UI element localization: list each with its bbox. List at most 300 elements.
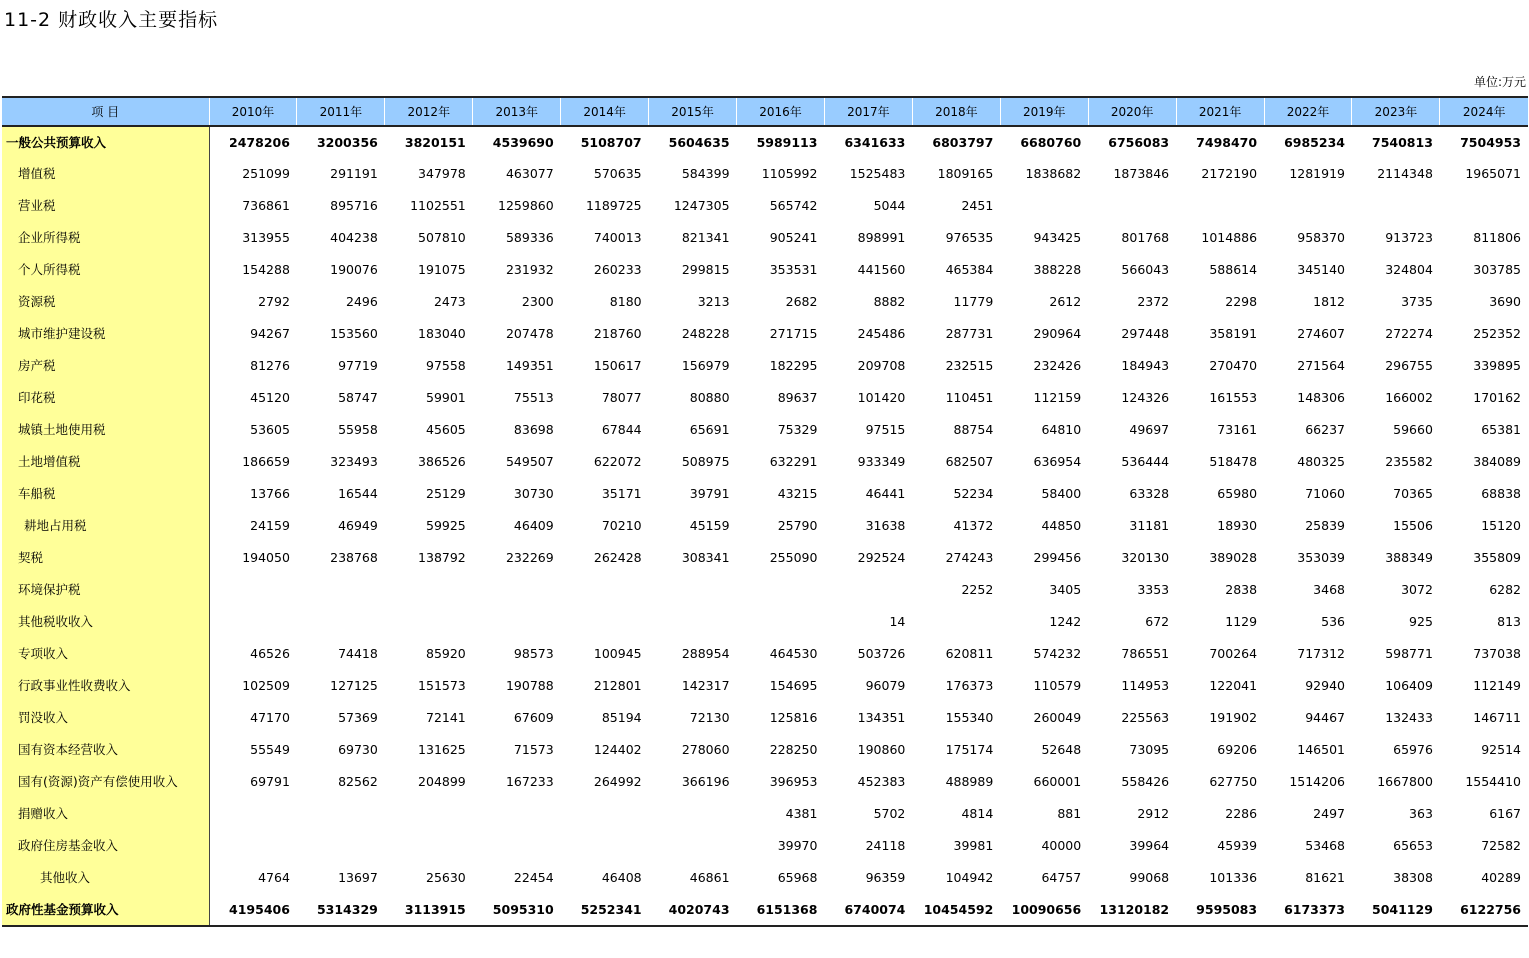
value-cell: 100945 xyxy=(593,645,642,661)
page-title: 11-2 财政收入主要指标 xyxy=(4,9,219,31)
value-cell: 24159 xyxy=(250,517,290,533)
value-cell: 536 xyxy=(1321,613,1345,629)
value-cell: 272274 xyxy=(1385,325,1433,341)
value-cell: 73095 xyxy=(1129,741,1170,757)
value-cell xyxy=(824,573,912,605)
value-cell: 589336 xyxy=(505,229,554,245)
value-cell: 297448 xyxy=(1121,325,1170,341)
value-cell: 2114348 xyxy=(1377,165,1433,181)
row-label: 契税 xyxy=(18,550,44,565)
value-cell: 69730 xyxy=(338,741,378,757)
value-cell: 47170 xyxy=(250,709,290,725)
value-cell: 358191 xyxy=(1209,325,1258,341)
value-cell: 5989113 xyxy=(756,134,818,150)
value-cell: 85920 xyxy=(426,645,466,661)
value-cell: 536444 xyxy=(1121,453,1170,469)
value-cell: 52234 xyxy=(953,485,994,501)
value-cell xyxy=(737,605,825,637)
value-cell: 170162 xyxy=(1473,389,1521,405)
value-cell xyxy=(1176,189,1264,221)
row-label-cell xyxy=(2,541,209,573)
row-label: 个人所得税 xyxy=(18,262,81,277)
value-cell xyxy=(1440,189,1528,221)
value-cell: 25839 xyxy=(1305,517,1345,533)
value-cell: 25129 xyxy=(426,485,466,501)
value-cell: 3200356 xyxy=(316,134,378,150)
value-cell: 45159 xyxy=(689,517,730,533)
value-cell: 345140 xyxy=(1297,261,1345,277)
value-cell xyxy=(1352,189,1440,221)
value-cell: 736861 xyxy=(242,197,290,213)
row-label: 房产税 xyxy=(18,358,56,373)
value-cell: 5108707 xyxy=(580,134,642,150)
value-cell: 46409 xyxy=(513,517,554,533)
value-cell: 717312 xyxy=(1297,645,1345,661)
value-cell: 101420 xyxy=(857,389,906,405)
value-cell: 7504953 xyxy=(1460,134,1521,150)
value-cell: 46949 xyxy=(338,517,378,533)
value-cell: 155340 xyxy=(945,709,994,725)
table-row xyxy=(2,157,1528,189)
value-cell: 112159 xyxy=(1033,389,1082,405)
header-year: 2023年 xyxy=(1352,97,1440,126)
value-cell: 13766 xyxy=(250,485,290,501)
value-cell: 252352 xyxy=(1473,325,1521,341)
value-cell: 71573 xyxy=(513,741,554,757)
header-item: 项 目 xyxy=(2,97,209,126)
value-cell: 80880 xyxy=(689,389,730,405)
row-label: 其他税收收入 xyxy=(18,614,94,629)
row-label-cell xyxy=(2,893,209,926)
value-cell: 138792 xyxy=(418,549,466,565)
value-cell: 125816 xyxy=(769,709,818,725)
value-cell: 106409 xyxy=(1385,677,1433,693)
value-cell: 255090 xyxy=(769,549,818,565)
header-year: 2018年 xyxy=(912,97,1000,126)
value-cell: 167233 xyxy=(505,773,554,789)
value-cell: 110579 xyxy=(1033,677,1082,693)
value-cell: 1189725 xyxy=(585,197,642,213)
row-label: 车船税 xyxy=(18,486,56,501)
value-cell: 881 xyxy=(1057,805,1082,821)
value-cell: 94467 xyxy=(1305,709,1345,725)
value-cell: 566043 xyxy=(1121,261,1170,277)
value-cell: 212801 xyxy=(593,677,642,693)
value-cell: 3468 xyxy=(1313,581,1345,597)
value-cell: 78077 xyxy=(601,389,642,405)
value-cell: 251099 xyxy=(242,165,290,181)
value-cell: 59660 xyxy=(1393,421,1433,437)
value-cell: 274243 xyxy=(945,549,994,565)
value-cell: 339895 xyxy=(1473,357,1521,373)
row-label-cell xyxy=(2,509,209,541)
value-cell: 13697 xyxy=(338,869,378,885)
value-cell: 292524 xyxy=(857,549,906,565)
value-cell: 204899 xyxy=(418,773,466,789)
value-cell: 190788 xyxy=(505,677,554,693)
value-cell: 271715 xyxy=(769,325,818,341)
value-cell: 25790 xyxy=(777,517,818,533)
value-cell: 464530 xyxy=(769,645,818,661)
value-cell xyxy=(561,573,649,605)
value-cell: 97558 xyxy=(426,357,466,373)
row-label-cell xyxy=(2,381,209,413)
value-cell: 11779 xyxy=(953,293,994,309)
value-cell: 353531 xyxy=(769,261,818,277)
value-cell: 404238 xyxy=(330,229,378,245)
value-cell: 53605 xyxy=(250,421,290,437)
value-cell: 39964 xyxy=(1129,837,1170,853)
value-cell: 1259860 xyxy=(498,197,554,213)
value-cell: 67609 xyxy=(513,709,554,725)
row-label: 增值税 xyxy=(18,166,56,181)
value-cell: 6167 xyxy=(1489,805,1521,821)
table-row xyxy=(2,797,1528,829)
value-cell: 65980 xyxy=(1217,485,1258,501)
value-cell xyxy=(297,797,385,829)
table-row xyxy=(2,541,1528,573)
value-cell: 2451 xyxy=(961,197,994,213)
value-cell: 6122756 xyxy=(1440,893,1528,926)
value-cell: 124402 xyxy=(593,741,642,757)
value-cell: 8882 xyxy=(873,293,906,309)
value-cell: 69206 xyxy=(1217,741,1258,757)
row-label-cell xyxy=(2,861,209,893)
value-cell xyxy=(385,605,473,637)
row-label-cell xyxy=(2,413,209,445)
table-row xyxy=(2,861,1528,893)
value-cell: 67844 xyxy=(601,421,642,437)
value-cell: 3405 xyxy=(1049,581,1082,597)
value-cell: 57369 xyxy=(338,709,378,725)
value-cell: 83698 xyxy=(513,421,554,437)
value-cell: 386526 xyxy=(418,453,466,469)
table-row xyxy=(2,765,1528,797)
value-cell: 2298 xyxy=(1225,293,1258,309)
value-cell xyxy=(473,573,561,605)
value-cell xyxy=(209,797,297,829)
value-cell: 81276 xyxy=(250,357,290,373)
row-label: 其他收入 xyxy=(40,870,91,885)
value-cell: 148306 xyxy=(1297,389,1345,405)
value-cell: 43215 xyxy=(777,485,818,501)
row-label: 耕地占用税 xyxy=(24,518,87,533)
value-cell: 166002 xyxy=(1385,389,1433,405)
row-label-cell xyxy=(2,285,209,317)
value-cell: 6173373 xyxy=(1264,893,1352,926)
value-cell: 25630 xyxy=(426,869,466,885)
value-cell: 2912 xyxy=(1137,805,1170,821)
value-cell: 1873846 xyxy=(1113,165,1170,181)
value-cell: 89637 xyxy=(777,389,818,405)
value-cell: 35171 xyxy=(601,485,642,501)
value-cell: 271564 xyxy=(1297,357,1345,373)
header-year: 2013年 xyxy=(473,97,561,126)
value-cell: 353039 xyxy=(1297,549,1345,565)
row-label-cell xyxy=(2,445,209,477)
value-cell: 299456 xyxy=(1033,549,1082,565)
value-cell: 209708 xyxy=(857,357,906,373)
value-cell: 46526 xyxy=(250,645,290,661)
value-cell: 3690 xyxy=(1489,293,1521,309)
header-year: 2011年 xyxy=(297,97,385,126)
value-cell: 366196 xyxy=(681,773,730,789)
table-row xyxy=(2,253,1528,285)
value-cell: 191075 xyxy=(418,261,466,277)
value-cell: 232515 xyxy=(945,357,994,373)
value-cell: 64810 xyxy=(1041,421,1082,437)
value-cell: 1102551 xyxy=(410,197,466,213)
header-year: 2016年 xyxy=(737,97,825,126)
value-cell: 75329 xyxy=(777,421,818,437)
value-cell xyxy=(473,797,561,829)
header-year: 2014年 xyxy=(561,97,649,126)
value-cell: 110451 xyxy=(945,389,994,405)
row-label: 一般公共预算收入 xyxy=(6,135,107,150)
table-row xyxy=(2,349,1528,381)
value-cell: 218760 xyxy=(593,325,642,341)
value-cell: 5095310 xyxy=(473,893,561,926)
value-cell: 313955 xyxy=(242,229,290,245)
value-cell: 1281919 xyxy=(1289,165,1345,181)
value-cell: 96359 xyxy=(865,869,906,885)
value-cell: 588614 xyxy=(1209,261,1258,277)
header-year: 2022年 xyxy=(1264,97,1352,126)
value-cell: 82562 xyxy=(338,773,378,789)
value-cell: 122041 xyxy=(1209,677,1258,693)
header-year: 2010年 xyxy=(209,97,297,126)
value-cell: 31181 xyxy=(1129,517,1170,533)
header-year: 2015年 xyxy=(649,97,737,126)
value-cell: 97719 xyxy=(338,357,378,373)
value-cell: 14 xyxy=(889,613,906,629)
value-cell: 303785 xyxy=(1473,261,1521,277)
value-cell: 232426 xyxy=(1033,357,1082,373)
value-cell xyxy=(385,797,473,829)
value-cell: 154288 xyxy=(242,261,290,277)
value-cell: 636954 xyxy=(1033,453,1082,469)
value-cell: 101336 xyxy=(1209,869,1258,885)
value-cell: 1105992 xyxy=(761,165,818,181)
value-cell: 65691 xyxy=(689,421,730,437)
value-cell: 231932 xyxy=(505,261,554,277)
value-cell: 1812 xyxy=(1313,293,1345,309)
value-cell: 2838 xyxy=(1225,581,1258,597)
row-label-cell xyxy=(2,829,209,861)
value-cell: 260233 xyxy=(593,261,642,277)
value-cell: 92514 xyxy=(1481,741,1521,757)
value-cell: 9595083 xyxy=(1176,893,1264,926)
value-cell: 52648 xyxy=(1041,741,1082,757)
value-cell: 2372 xyxy=(1137,293,1170,309)
value-cell: 2172190 xyxy=(1201,165,1258,181)
value-cell xyxy=(912,605,1000,637)
value-cell: 85194 xyxy=(601,709,642,725)
row-label: 土地增值税 xyxy=(18,454,81,469)
value-cell: 153560 xyxy=(330,325,378,341)
value-cell: 274607 xyxy=(1297,325,1345,341)
value-cell: 63328 xyxy=(1129,485,1170,501)
value-cell: 5044 xyxy=(873,197,906,213)
value-cell: 10454592 xyxy=(912,893,1000,926)
value-cell xyxy=(1000,189,1088,221)
value-cell: 55958 xyxy=(338,421,378,437)
value-cell: 5041129 xyxy=(1352,893,1440,926)
value-cell: 2478206 xyxy=(229,134,290,150)
value-cell: 30730 xyxy=(513,485,554,501)
value-cell: 39970 xyxy=(777,837,818,853)
value-cell: 1554410 xyxy=(1465,773,1521,789)
value-cell: 150617 xyxy=(593,357,642,373)
value-cell: 191902 xyxy=(1209,709,1258,725)
value-cell: 320130 xyxy=(1121,549,1170,565)
value-cell: 72130 xyxy=(689,709,730,725)
value-cell xyxy=(385,573,473,605)
value-cell: 8180 xyxy=(609,293,642,309)
fiscal-revenue-table xyxy=(2,96,1528,927)
table-row xyxy=(2,893,1528,926)
value-cell: 264992 xyxy=(593,773,642,789)
table-row xyxy=(2,573,1528,605)
value-cell: 182295 xyxy=(769,357,818,373)
value-cell: 24118 xyxy=(865,837,906,853)
value-cell: 248228 xyxy=(681,325,730,341)
row-label-cell xyxy=(2,605,209,637)
value-cell: 2792 xyxy=(258,293,290,309)
row-label-cell xyxy=(2,637,209,669)
value-cell: 81621 xyxy=(1305,869,1345,885)
row-label-cell xyxy=(2,573,209,605)
value-cell: 190860 xyxy=(857,741,906,757)
value-cell: 786551 xyxy=(1121,645,1170,661)
table-row xyxy=(2,445,1528,477)
value-cell: 72141 xyxy=(426,709,466,725)
value-cell: 1242 xyxy=(1049,613,1082,629)
value-cell: 146501 xyxy=(1297,741,1345,757)
value-cell: 452383 xyxy=(857,773,906,789)
value-cell: 194050 xyxy=(242,549,290,565)
value-cell: 737038 xyxy=(1473,645,1521,661)
value-cell xyxy=(649,829,737,861)
row-label-cell xyxy=(2,733,209,765)
value-cell: 4195406 xyxy=(209,893,297,926)
value-cell: 65976 xyxy=(1393,741,1433,757)
value-cell: 13120182 xyxy=(1088,893,1176,926)
value-cell: 465384 xyxy=(945,261,994,277)
value-cell: 16544 xyxy=(338,485,378,501)
value-cell: 72582 xyxy=(1481,837,1521,853)
value-cell: 3820151 xyxy=(404,134,466,150)
table-row xyxy=(2,221,1528,253)
value-cell: 41372 xyxy=(953,517,994,533)
row-label: 环境保护税 xyxy=(18,582,81,597)
value-cell: 441560 xyxy=(857,261,906,277)
value-cell xyxy=(297,573,385,605)
value-cell: 5314329 xyxy=(297,893,385,926)
value-cell: 1667800 xyxy=(1377,773,1433,789)
value-cell: 287731 xyxy=(945,325,994,341)
value-cell: 228250 xyxy=(769,741,818,757)
value-cell xyxy=(649,573,737,605)
value-cell: 151573 xyxy=(418,677,466,693)
table-body xyxy=(2,126,1528,926)
row-label-cell xyxy=(2,349,209,381)
value-cell: 622072 xyxy=(593,453,642,469)
value-cell: 308341 xyxy=(681,549,730,565)
value-cell: 627750 xyxy=(1209,773,1258,789)
value-cell: 92940 xyxy=(1305,677,1345,693)
value-cell: 570635 xyxy=(593,165,642,181)
table-row xyxy=(2,381,1528,413)
value-cell: 104942 xyxy=(945,869,994,885)
value-cell: 2300 xyxy=(521,293,554,309)
value-cell: 6803797 xyxy=(932,134,994,150)
value-cell: 40000 xyxy=(1041,837,1082,853)
value-cell: 270470 xyxy=(1209,357,1258,373)
value-cell: 15506 xyxy=(1393,517,1433,533)
value-cell: 131625 xyxy=(418,741,466,757)
value-cell: 156979 xyxy=(681,357,730,373)
value-cell: 146711 xyxy=(1473,709,1521,725)
value-cell: 4381 xyxy=(785,805,818,821)
value-cell: 3213 xyxy=(697,293,730,309)
value-cell: 2497 xyxy=(1313,805,1345,821)
table-row xyxy=(2,509,1528,541)
row-label: 政府住房基金收入 xyxy=(18,838,119,853)
value-cell: 821341 xyxy=(681,229,730,245)
value-cell xyxy=(473,829,561,861)
value-cell: 925 xyxy=(1409,613,1433,629)
table-row xyxy=(2,477,1528,509)
value-cell: 45605 xyxy=(426,421,466,437)
row-label-cell xyxy=(2,765,209,797)
header-row xyxy=(2,97,1528,126)
value-cell: 549507 xyxy=(505,453,554,469)
value-cell: 355809 xyxy=(1473,549,1521,565)
value-cell: 384089 xyxy=(1473,453,1521,469)
table-row xyxy=(2,733,1528,765)
value-cell: 71060 xyxy=(1305,485,1345,501)
row-label: 政府性基金预算收入 xyxy=(6,902,119,917)
value-cell xyxy=(1264,189,1352,221)
value-cell: 74418 xyxy=(338,645,378,661)
value-cell: 660001 xyxy=(1033,773,1082,789)
header-year: 2020年 xyxy=(1088,97,1176,126)
value-cell: 5252341 xyxy=(561,893,649,926)
value-cell: 278060 xyxy=(681,741,730,757)
value-cell xyxy=(737,573,825,605)
value-cell: 4814 xyxy=(961,805,994,821)
value-cell: 262428 xyxy=(593,549,642,565)
row-label: 企业所得税 xyxy=(18,230,81,245)
value-cell: 503726 xyxy=(857,645,906,661)
value-cell: 574232 xyxy=(1033,645,1082,661)
value-cell: 6985234 xyxy=(1284,134,1345,150)
value-cell: 68838 xyxy=(1481,485,1521,501)
value-cell: 245486 xyxy=(857,325,906,341)
value-cell: 4539690 xyxy=(492,134,554,150)
header-year: 2017年 xyxy=(824,97,912,126)
value-cell: 69791 xyxy=(250,773,290,789)
value-cell: 3735 xyxy=(1401,293,1433,309)
table-row xyxy=(2,189,1528,221)
row-label: 罚没收入 xyxy=(18,710,69,725)
value-cell: 933349 xyxy=(857,453,906,469)
value-cell: 672 xyxy=(1145,613,1170,629)
value-cell: 7498470 xyxy=(1196,134,1258,150)
value-cell: 238768 xyxy=(330,549,378,565)
row-label: 营业税 xyxy=(18,198,56,213)
